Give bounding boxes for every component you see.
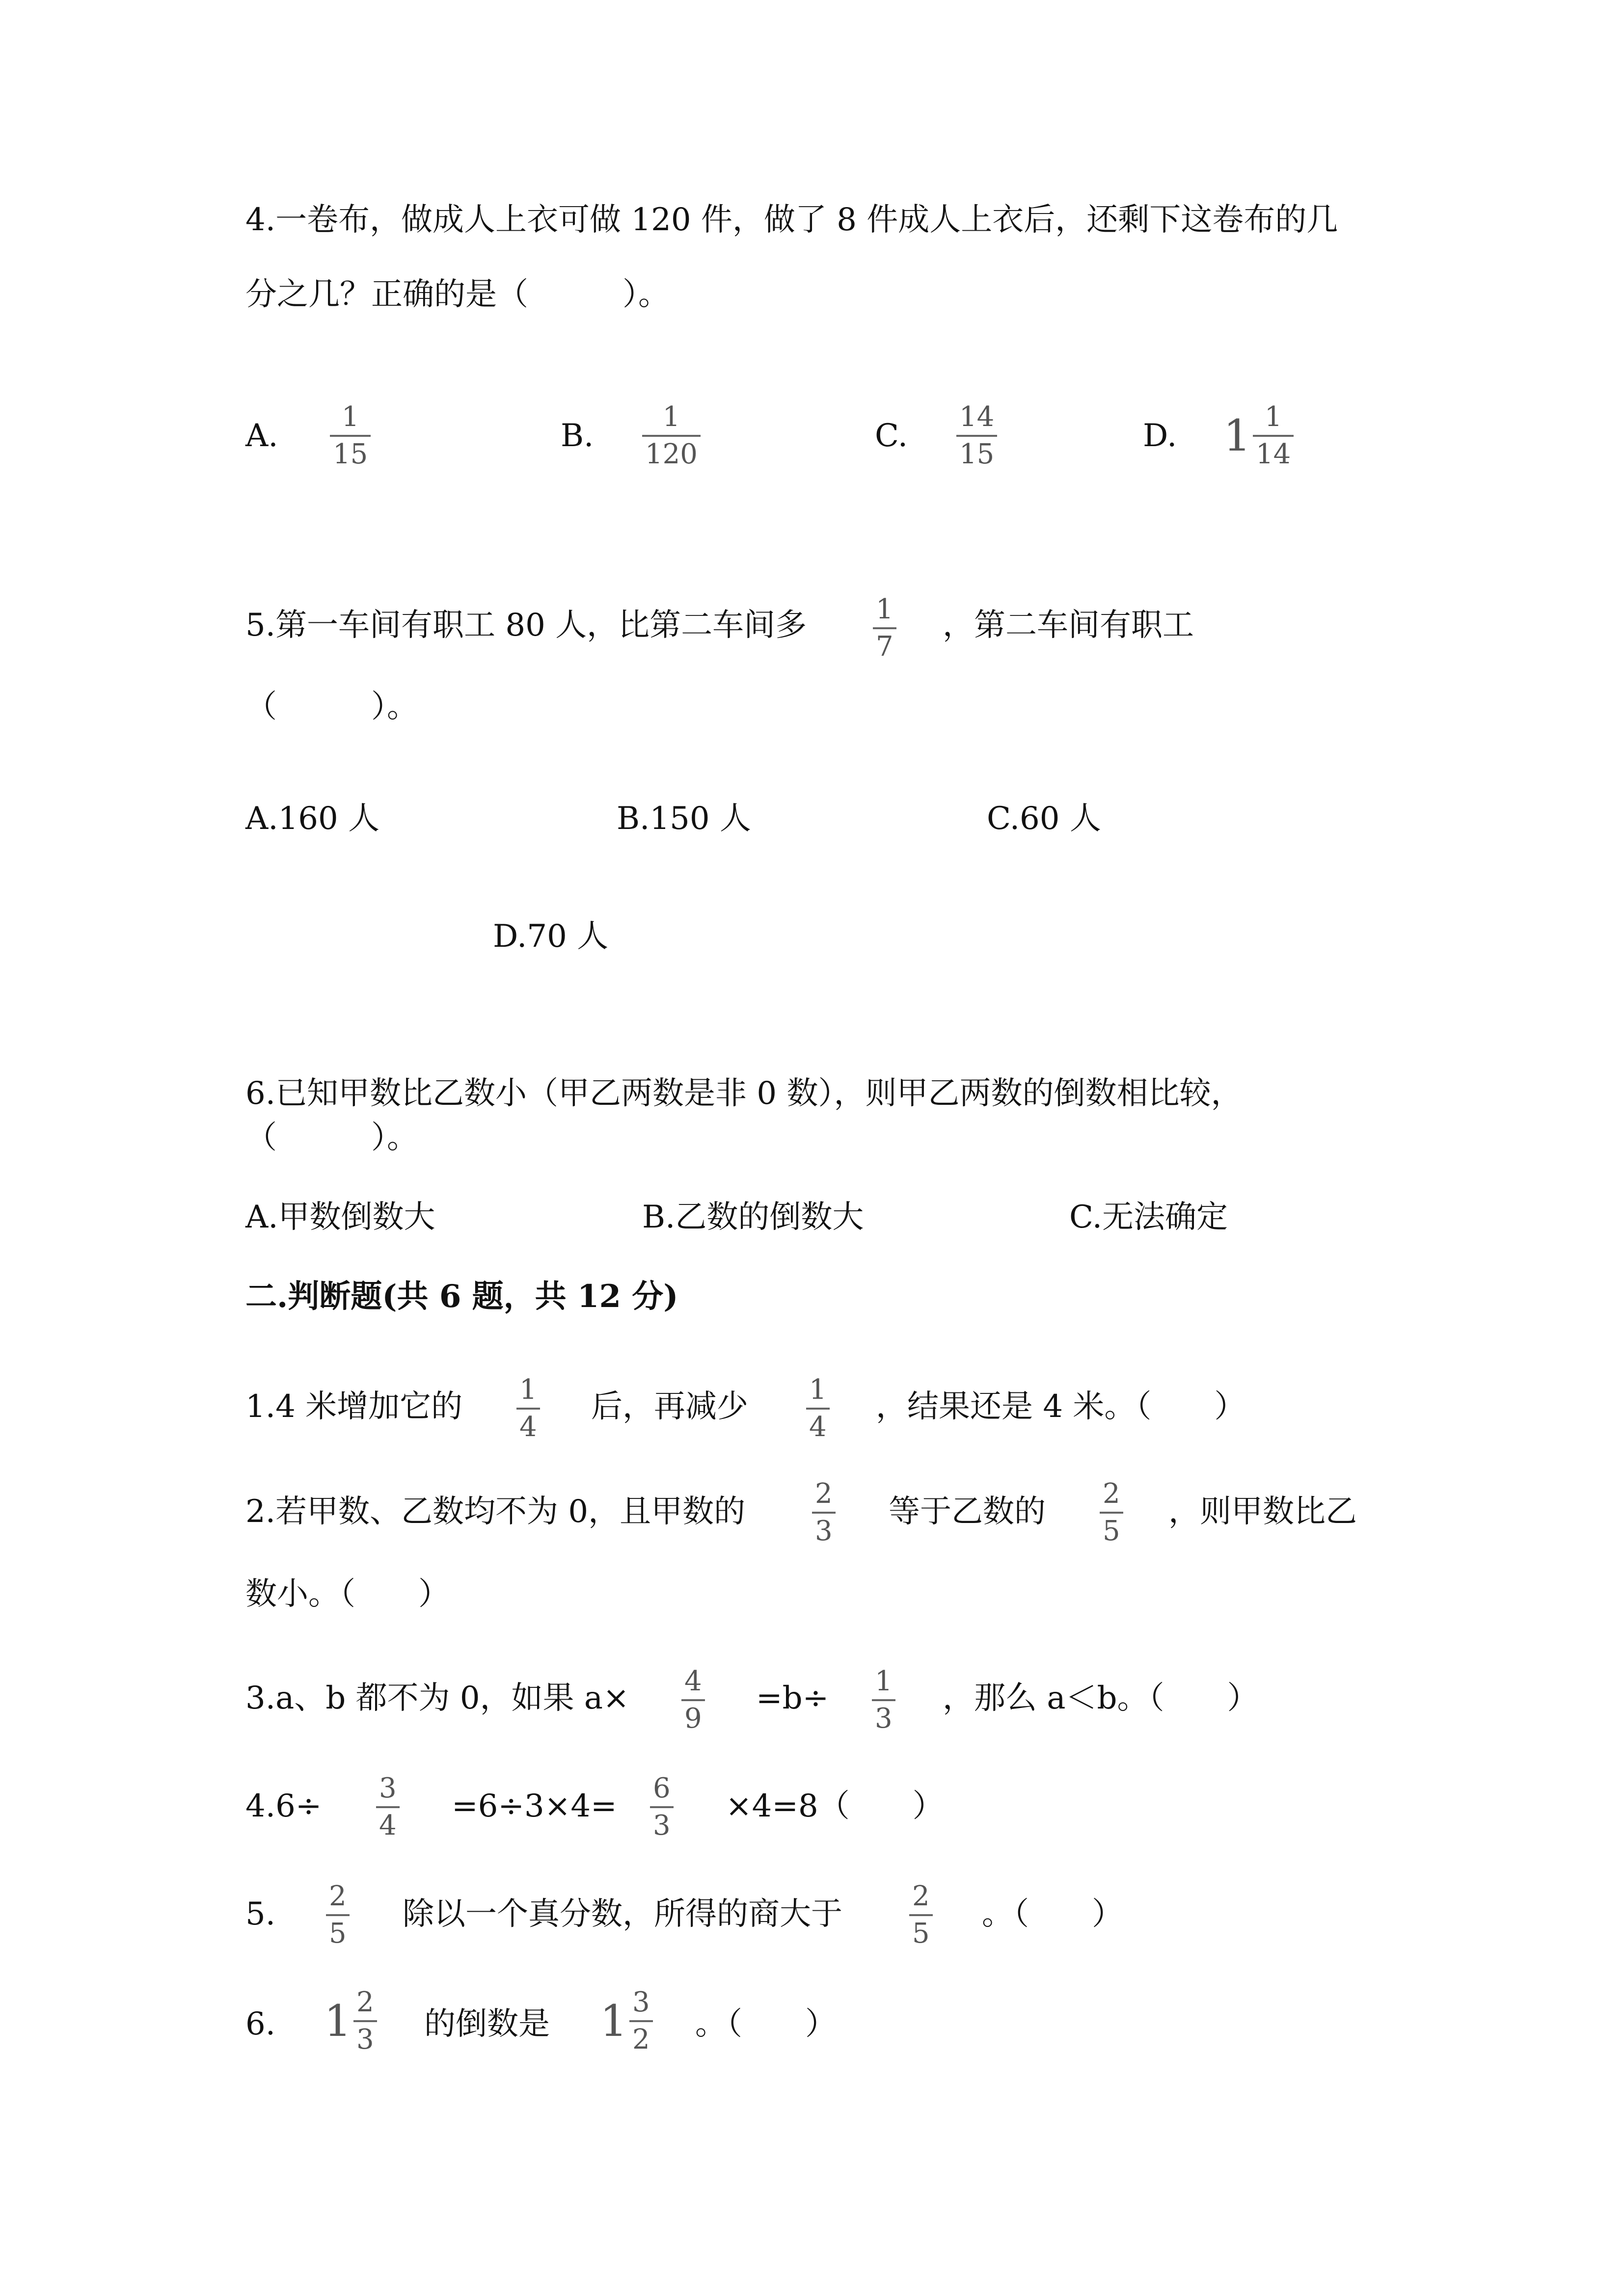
fraction-denominator: 5 [329, 1918, 347, 1949]
fraction-bar [353, 2020, 377, 2022]
fraction-denominator: 5 [912, 1918, 930, 1949]
fraction-denominator: 4 [809, 1411, 827, 1443]
fraction-numerator: 4 [684, 1665, 702, 1697]
fraction-bar [376, 1806, 400, 1808]
j5-text-a: 5. [245, 1896, 276, 1932]
q4-option-b-fraction[interactable] [642, 402, 701, 469]
j3-text-a: 3.a、b 都不为 0，如果 a× [245, 1680, 629, 1716]
j5-fraction-2 [909, 1882, 933, 1949]
j1-text-b: 后，再减少 [591, 1388, 748, 1425]
j4-fraction-2 [650, 1774, 674, 1841]
j3-text-b: =b÷ [756, 1680, 829, 1716]
fraction-denominator: 4 [519, 1411, 537, 1443]
j2-fraction-2 [1100, 1479, 1123, 1546]
q5-line1-prefix: 5.第一车间有职工 80 人，比第二车间多 [245, 607, 807, 643]
q6-option-b[interactable]: B.乙数的倒数大 [642, 1199, 864, 1235]
fraction-denominator: 9 [684, 1703, 702, 1735]
fraction-denominator: 7 [876, 631, 893, 663]
q6-option-c[interactable]: C.无法确定 [1069, 1199, 1228, 1235]
fraction-numerator: 2 [815, 1478, 833, 1510]
fraction-bar [872, 1699, 895, 1701]
fraction-denominator: 3 [653, 1810, 671, 1842]
fraction-bar [330, 435, 371, 437]
fraction-denominator: 4 [379, 1810, 397, 1842]
fraction-bar [873, 627, 896, 629]
q4-option-c-fraction[interactable] [956, 402, 997, 469]
j5-text-c: 。（ ） [982, 1896, 1123, 1932]
fraction-denominator: 2 [632, 2024, 650, 2056]
q6-option-a[interactable]: A.甲数倒数大 [245, 1199, 435, 1235]
j2-text-a: 2.若甲数、乙数均不为 0，且甲数的 [245, 1494, 746, 1530]
fraction-numerator: 14 [959, 401, 995, 433]
j4-text-b: =6÷3×4= [452, 1788, 617, 1824]
fraction-bar [1253, 435, 1294, 437]
mixed-whole-part: 1 [324, 1996, 352, 2046]
fraction-numerator: 2 [356, 1986, 374, 2018]
j4-fraction-1 [376, 1774, 400, 1841]
j3-fraction-1 [681, 1667, 705, 1734]
j6-text-c: 。（ ） [695, 2006, 837, 2042]
j4-text-c: ×4=8（ ） [726, 1788, 944, 1824]
fraction-numerator: 1 [809, 1374, 827, 1406]
q4-option-a-label[interactable]: A. [245, 418, 278, 454]
j2-text-c: ，则甲数比乙 [1168, 1494, 1357, 1530]
q4-option-c-label[interactable]: C. [875, 418, 908, 454]
fraction-bar [1100, 1512, 1123, 1514]
q5-option-a[interactable]: A.160 人 [245, 801, 380, 837]
j3-fraction-2 [872, 1667, 895, 1734]
fraction-denominator: 3 [815, 1515, 833, 1547]
q4-option-d-label[interactable]: D. [1143, 418, 1177, 454]
fraction-denominator: 3 [356, 2024, 374, 2056]
fraction-numerator: 2 [1103, 1478, 1120, 1510]
q5-line1-suffix: ，第二车间有职工 [943, 607, 1194, 643]
q6-line1: 6.已知甲数比乙数小（甲乙两数是非 0 数），则甲乙两数的倒数相比较， [245, 1075, 1243, 1112]
q4-option-d-mixed-number[interactable] [1223, 402, 1294, 469]
fraction-numerator: 2 [912, 1880, 930, 1912]
section-2-title: 二.判断题(共 6 题，共 12 分) [245, 1278, 678, 1315]
fraction-bar [629, 2020, 653, 2022]
mixed-whole-part: 1 [1223, 410, 1251, 461]
q5-option-b[interactable]: B.150 人 [617, 801, 751, 837]
fraction-denominator: 15 [333, 438, 368, 470]
q5-option-d[interactable]: D.70 人 [493, 918, 609, 955]
j1-fraction-1 [516, 1375, 540, 1442]
mixed-whole-part: 1 [600, 1996, 627, 2046]
q4-line2: 分之几？正确的是（ ）。 [245, 276, 670, 313]
fraction-bar [806, 1408, 830, 1410]
j6-text-b: 的倒数是 [424, 2006, 550, 2042]
q4-line1: 4.一卷布，做成人上衣可做 120 件，做了 8 件成人上衣后，还剩下这卷布的几 [245, 202, 1338, 238]
fraction-bar [681, 1699, 705, 1701]
fraction-denominator: 3 [875, 1703, 893, 1735]
fraction-bar [812, 1512, 836, 1514]
fraction-bar [326, 1914, 350, 1916]
j6-mixed-number-1 [324, 1988, 377, 2055]
fraction-numerator: 1 [341, 401, 359, 433]
j1-text-c: ，结果还是 4 米。（ ） [876, 1388, 1246, 1425]
fraction-numerator: 1 [519, 1374, 537, 1406]
j1-fraction-2 [806, 1375, 830, 1442]
fraction-numerator: 3 [632, 1986, 650, 2018]
fraction-denominator: 15 [959, 438, 995, 470]
j2-line2: 数小。（ ） [245, 1576, 450, 1612]
j5-fraction-1 [326, 1882, 350, 1949]
j6-text-a: 6. [245, 2006, 276, 2042]
fraction-bar [909, 1914, 933, 1916]
fraction-bar [956, 435, 997, 437]
fraction-bar [642, 435, 701, 437]
fraction-bar [516, 1408, 540, 1410]
q4-option-a-fraction[interactable] [330, 402, 371, 469]
q4-option-b-label[interactable]: B. [561, 418, 594, 454]
fraction-denominator: 14 [1256, 438, 1291, 470]
j6-mixed-number-2 [600, 1988, 653, 2055]
fraction-numerator: 1 [875, 1665, 893, 1697]
j1-text-a: 1.4 米增加它的 [245, 1388, 463, 1425]
fraction-denominator: 5 [1103, 1515, 1120, 1547]
q6-line2: （ ）。 [245, 1120, 418, 1156]
fraction-numerator: 3 [379, 1772, 397, 1804]
fraction-denominator: 120 [645, 438, 698, 470]
fraction-bar [650, 1806, 674, 1808]
j2-fraction-1 [812, 1479, 836, 1546]
j2-text-b: 等于乙数的 [889, 1494, 1046, 1530]
j3-text-c: ，那么 a＜b。（ ） [943, 1680, 1259, 1716]
fraction-numerator: 1 [876, 593, 893, 625]
q5-fraction [873, 595, 896, 662]
fraction-numerator: 1 [1264, 401, 1282, 433]
j5-text-b: 除以一个真分数，所得的商大于 [403, 1896, 842, 1932]
fraction-numerator: 6 [653, 1772, 671, 1804]
q5-option-c[interactable]: C.60 人 [987, 801, 1101, 837]
q5-line2: （ ）。 [245, 689, 418, 725]
fraction-numerator: 2 [329, 1880, 347, 1912]
j4-text-a: 4.6÷ [245, 1788, 322, 1824]
fraction-numerator: 1 [662, 401, 680, 433]
